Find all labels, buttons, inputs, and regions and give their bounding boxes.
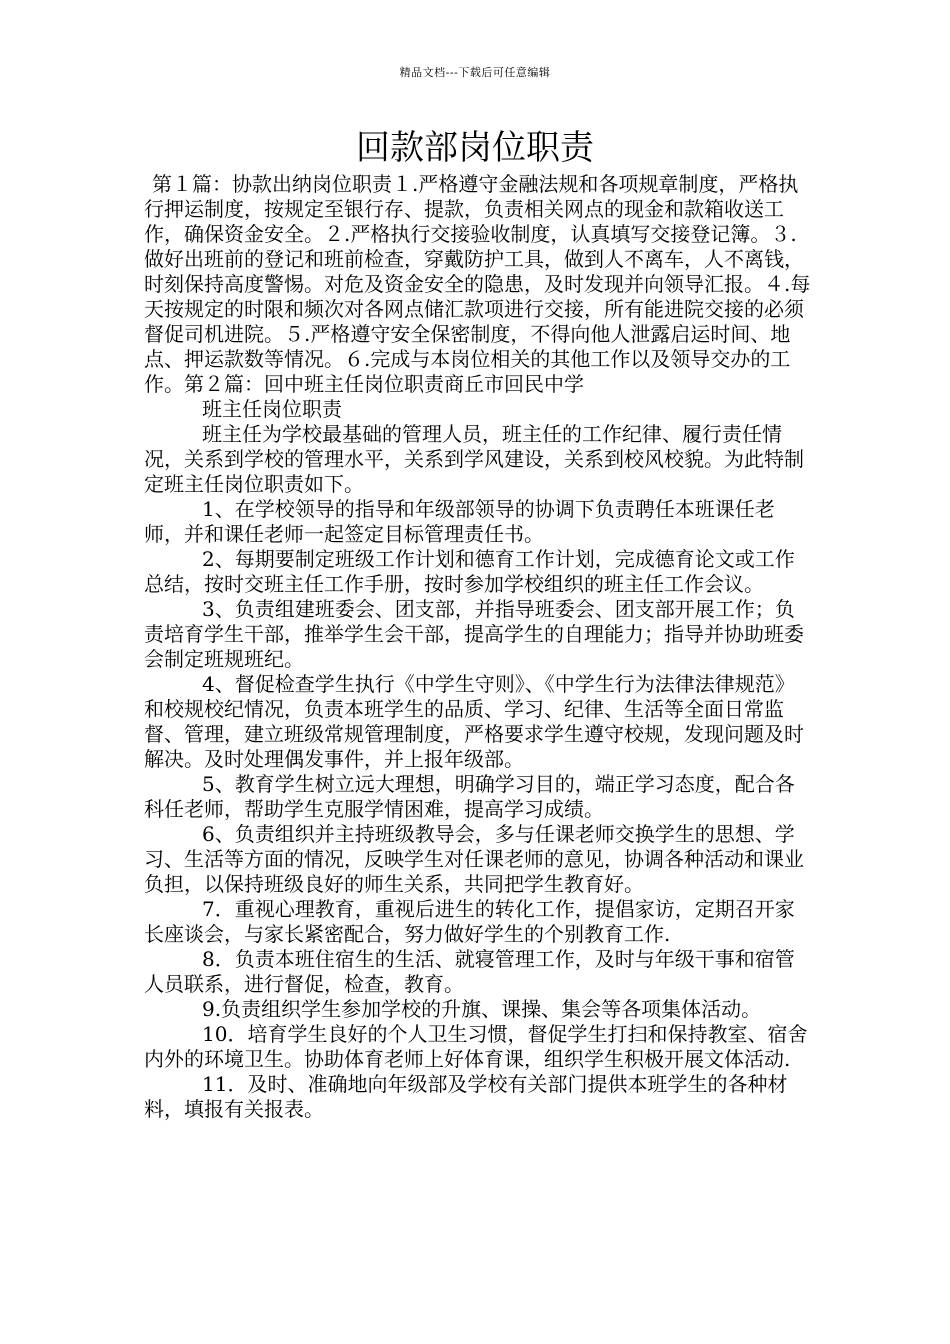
document-body xyxy=(144,172,812,1122)
list-item: 5、教育学生树立远大理想，明确学习目的，端正学习态度，配合各科任老师，帮助学生克服学情困难，提高学习成绩。 xyxy=(144,772,795,821)
list-item: 6、负责组织并主持班级教导会，多与任课老师交换学生的思想、学习、生活等方面的情况，反映学生对任课老师的意见，协调各种活动和课业负担，以保持班级良好的师生关系，共同把学生教育好。 xyxy=(144,822,804,896)
list-item: 11．及时、准确地向年级部及学校有关部门提供本班学生的各种材料，填报有关报表。 xyxy=(144,1072,788,1121)
section-heading: 班主任岗位职责 xyxy=(202,397,342,421)
list-item: 10．培育学生良好的个人卫生习惯，督促学生打扫和保持教室、宿舍内外的环境卫生。协助体育老师上好体育课，组织学生积极开展文体活动. xyxy=(144,1022,808,1071)
list-item: 2、每期要制定班级工作计划和德育工作计划，完成德育论文或工作总结，按时交班主任工作手册，按时参加学校组织的班主任工作会议。 xyxy=(144,547,795,596)
list-item: 8．负责本班住宿生的生活、就寝管理工作，及时与年级干事和宿管人员联系，进行督促，检查，教育。 xyxy=(144,947,795,996)
paragraph-intro: 第１篇：协款出纳岗位职责１.严格遵守金融法规和各项规章制度，严格执行押运制度，按规定至银行存、提款，负责相关网点的现金和款箱收送工作，确保资金安全。２.严格执行交接验收制度，认真填写交接登记簿。３.做好出班前的登记和班前检查，穿戴防护工具，做到人不离车，人不离钱，时刻保持高度警惕。对危及资金安全的隐患，及时发现并向领导汇报。４.每天按规定的时限和频次对各网点储汇款项进行交接，所有能进院交接的必须督促司机进院。５.严格遵守安全保密制度，不得向他人泄露启运时间、地点、押运款数等情况。６.完成与本岗位相关的其他工作以及领导交办的工作。第２篇：回中班主任岗位职责商丘市回民中学 xyxy=(144,172,811,396)
list-item: 4、督促检查学生执行《中学生守则》、《中学生行为法律法律规范》和校规校纪情况，负责本班学生的品质、学习、纪律、生活等全面日常监督、管理，建立班级常规管理制度，严格要求学生遵守校规，发现问题及时解决。及时处理偶发事件，并上报年级部。 xyxy=(144,672,804,771)
list-item: 7．重视心理教育，重视后进生的转化工作，提倡家访，定期召开家长座谈会，与家长紧密配合，努力做好学生的个别教育工作. xyxy=(144,897,795,946)
list-item: 9.负责组织学生参加学校的升旗、课操、集会等各项集体活动。 xyxy=(202,997,762,1021)
paragraph: 班主任为学校最基础的管理人员，班主任的工作纪律、履行责任情况，关系到学校的管理水平，关系到学风建设，关系到校风校貌。为此特制定班主任岗位职责如下。 xyxy=(144,422,804,496)
list-item: 3、负责组建班委会、团支部，并指导班委会、团支部开展工作；负责培育学生干部，推举学生会干部，提高学生的自理能力；指导并协助班委会制定班规班纪。 xyxy=(144,597,804,671)
document-title: 回款部岗位职责 xyxy=(356,128,594,168)
list-item: 1、在学校领导的指导和年级部领导的协调下负责聘任本班课任老师，并和课任老师一起签定目标管理责任书。 xyxy=(144,497,775,546)
header-note: 精品文档---下载后可任意编辑 xyxy=(399,66,551,79)
